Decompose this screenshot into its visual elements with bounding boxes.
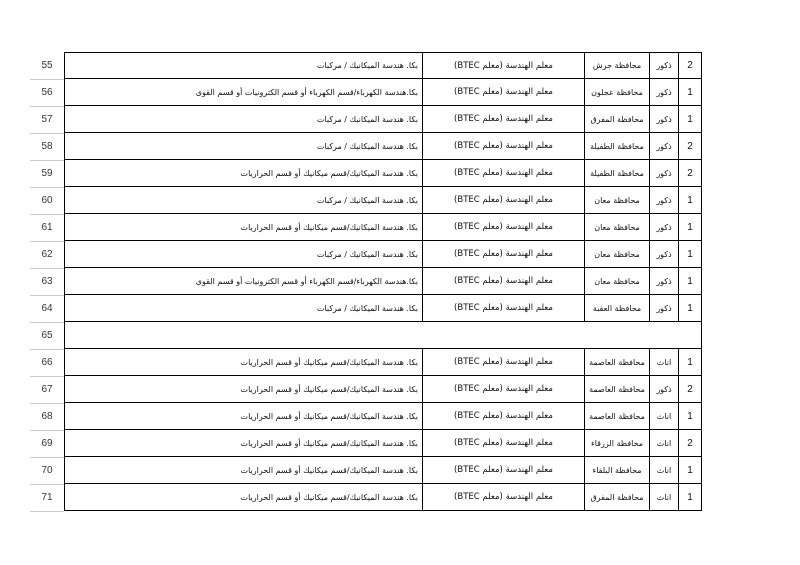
gender-cell[interactable]: ذكور [650, 79, 679, 105]
table-row [0, 403, 800, 430]
specialty-cell[interactable]: معلم الهندسة (معلم BTEC) [423, 187, 585, 213]
major-cell[interactable]: بكا. هندسة الميكانيك / مركبات [65, 53, 423, 78]
row-number[interactable]: 61 [30, 214, 64, 242]
gender-cell[interactable]: ذكور [650, 268, 679, 294]
row-number[interactable]: 67 [30, 376, 64, 404]
table-row [0, 52, 800, 79]
major-cell[interactable]: بكا. هندسة الميكانيك / مركبات [65, 106, 423, 132]
row-cells [64, 133, 702, 160]
specialty-cell[interactable]: معلم الهندسة (معلم BTEC) [423, 268, 585, 294]
governorate-cell[interactable]: محافظة العاصمة [585, 349, 650, 375]
specialty-cell[interactable]: معلم الهندسة (معلم BTEC) [423, 133, 585, 159]
count-cell[interactable]: 1 [687, 410, 693, 422]
row-cells [64, 79, 702, 106]
table-row [0, 484, 800, 511]
specialty-cell[interactable]: معلم الهندسة (معلم BTEC) [423, 53, 585, 78]
row-cells [64, 457, 702, 484]
count-cell[interactable]: 2 [687, 437, 693, 449]
row-number[interactable]: 62 [30, 241, 64, 269]
specialty-cell[interactable]: معلم الهندسة (معلم BTEC) [423, 376, 585, 402]
count-cell[interactable]: 2 [687, 383, 693, 395]
row-number[interactable]: 64 [30, 295, 64, 323]
specialty-cell[interactable]: معلم الهندسة (معلم BTEC) [423, 214, 585, 240]
row-cells [64, 349, 702, 376]
count-cell[interactable]: 1 [687, 86, 693, 98]
gender-cell[interactable]: ذكور [650, 187, 679, 213]
table-row [0, 241, 800, 268]
major-cell[interactable]: بكا. هندسة الميكانيك/قسم ميكانيك أو قسم الحراريات [65, 376, 423, 402]
specialty-cell[interactable]: معلم الهندسة (معلم BTEC) [423, 430, 585, 456]
major-cell[interactable]: بكا.هندسة الكهرباء/قسم الكهرباء أو قسم الكترونيات أو قسم القوى [65, 79, 423, 105]
major-cell[interactable]: بكا. هندسة الميكانيك/قسم ميكانيك أو قسم الحراريات [65, 430, 423, 456]
specialty-cell[interactable]: معلم الهندسة (معلم BTEC) [423, 106, 585, 132]
table-row [0, 79, 800, 106]
count-cell[interactable]: 1 [687, 113, 693, 125]
row-number[interactable]: 56 [30, 79, 64, 107]
count-cell[interactable]: 1 [687, 248, 693, 260]
count-cell[interactable]: 1 [687, 194, 693, 206]
row-number[interactable]: 70 [30, 457, 64, 485]
governorate-cell[interactable]: محافظة الزرقاء [585, 430, 650, 456]
row-cells [64, 295, 702, 322]
major-cell[interactable]: بكا. هندسة الميكانيك/قسم ميكانيك أو قسم الحراريات [65, 484, 423, 510]
empty-merged-cell[interactable] [64, 322, 702, 349]
gender-cell[interactable]: ذكور [650, 160, 679, 186]
row-cells [64, 241, 702, 268]
table-row [0, 295, 800, 322]
specialty-cell[interactable]: معلم الهندسة (معلم BTEC) [423, 160, 585, 186]
gender-cell[interactable]: اناث [650, 484, 679, 510]
gender-cell[interactable]: ذكور [650, 376, 679, 402]
table-row [0, 376, 800, 403]
governorate-cell[interactable]: محافظة جرش [585, 53, 650, 78]
gender-cell[interactable]: ذكور [650, 133, 679, 159]
row-number[interactable]: 55 [30, 52, 64, 80]
row-number[interactable]: 68 [30, 403, 64, 431]
row-cells [64, 484, 702, 511]
gender-cell[interactable]: ذكور [650, 295, 679, 321]
gender-cell[interactable]: اناث [650, 457, 679, 483]
count-cell[interactable]: 1 [687, 221, 693, 233]
governorate-cell[interactable]: محافظة عجلون [585, 79, 650, 105]
row-number[interactable]: 58 [30, 133, 64, 161]
count-cell[interactable]: 2 [687, 140, 693, 152]
row-cells [64, 268, 702, 295]
row-number[interactable]: 69 [30, 430, 64, 458]
count-cell[interactable]: 2 [687, 167, 693, 179]
table-row [0, 160, 800, 187]
table-row [0, 430, 800, 457]
gender-cell[interactable]: اناث [650, 403, 679, 429]
table-row [0, 106, 800, 133]
major-cell[interactable]: بكا. هندسة الميكانيك/قسم ميكانيك أو قسم الحراريات [65, 160, 423, 186]
governorate-cell[interactable]: محافظة الطفيلة [585, 160, 650, 186]
table-row [0, 457, 800, 484]
row-number[interactable]: 59 [30, 160, 64, 188]
gender-cell[interactable]: ذكور [650, 106, 679, 132]
major-cell[interactable]: بكا. هندسة الميكانيك / مركبات [65, 133, 423, 159]
row-number[interactable]: 71 [30, 484, 64, 512]
major-cell[interactable]: بكا. هندسة الميكانيك/قسم ميكانيك أو قسم الحراريات [65, 214, 423, 240]
governorate-cell[interactable]: محافظة الطفيلة [585, 133, 650, 159]
specialty-cell[interactable]: معلم الهندسة (معلم BTEC) [423, 295, 585, 321]
specialty-cell[interactable]: معلم الهندسة (معلم BTEC) [423, 403, 585, 429]
gender-cell[interactable]: ذكور [650, 214, 679, 240]
row-cells [64, 106, 702, 133]
governorate-cell[interactable]: محافظة معان [585, 187, 650, 213]
row-number[interactable]: 65 [30, 322, 64, 350]
row-cells [64, 187, 702, 214]
count-cell[interactable]: 1 [687, 356, 693, 368]
specialty-cell[interactable]: معلم الهندسة (معلم BTEC) [423, 349, 585, 375]
row-cells [64, 214, 702, 241]
governorate-cell[interactable]: محافظة العاصمة [585, 403, 650, 429]
gender-cell[interactable]: اناث [650, 430, 679, 456]
row-number[interactable]: 66 [30, 349, 64, 377]
specialty-cell[interactable]: معلم الهندسة (معلم BTEC) [423, 241, 585, 267]
governorate-cell[interactable]: محافظة العاصمة [585, 376, 650, 402]
row-cells [64, 376, 702, 403]
governorate-cell[interactable]: محافظة معان [585, 241, 650, 267]
gender-cell[interactable]: اناث [650, 349, 679, 375]
specialty-cell[interactable]: معلم الهندسة (معلم BTEC) [423, 484, 585, 510]
table-row [0, 187, 800, 214]
table-row [0, 268, 800, 295]
table-row [0, 214, 800, 241]
row-number[interactable]: 60 [30, 187, 64, 215]
governorate-cell[interactable]: محافظة العقبة [585, 295, 650, 321]
spreadsheet-table [0, 52, 800, 511]
major-cell[interactable]: بكا. هندسة الميكانيك/قسم ميكانيك أو قسم الحراريات [65, 403, 423, 429]
governorate-cell[interactable]: محافظة المفرق [585, 106, 650, 132]
row-cells [64, 430, 702, 457]
major-cell[interactable]: بكا. هندسة الميكانيك / مركبات [65, 187, 423, 213]
count-cell[interactable]: 1 [687, 491, 693, 503]
specialty-cell[interactable]: معلم الهندسة (معلم BTEC) [423, 457, 585, 483]
count-cell[interactable]: 1 [687, 275, 693, 287]
table-row-empty [0, 322, 800, 349]
major-cell[interactable]: بكا. هندسة الميكانيك/قسم ميكانيك أو قسم الحراريات [65, 349, 423, 375]
major-cell[interactable]: بكا.هندسة الكهرباء/قسم الكهرباء أو قسم الكترونيات أو قسم القوى [65, 268, 423, 294]
governorate-cell[interactable]: محافظة معان [585, 214, 650, 240]
row-number[interactable]: 63 [30, 268, 64, 296]
row-cells [64, 160, 702, 187]
governorate-cell[interactable]: محافظة معان [585, 268, 650, 294]
count-cell[interactable]: 2 [687, 60, 693, 71]
gender-cell[interactable]: ذكور [650, 53, 679, 78]
governorate-cell[interactable]: محافظة البلقاء [585, 457, 650, 483]
specialty-cell[interactable]: معلم الهندسة (معلم BTEC) [423, 79, 585, 105]
major-cell[interactable]: بكا. هندسة الميكانيك / مركبات [65, 241, 423, 267]
row-number[interactable]: 57 [30, 106, 64, 134]
gender-cell[interactable]: ذكور [650, 241, 679, 267]
table-row [0, 133, 800, 160]
governorate-cell[interactable]: محافظة المفرق [585, 484, 650, 510]
row-cells [64, 403, 702, 430]
count-cell[interactable]: 1 [687, 464, 693, 476]
major-cell[interactable]: بكا. هندسة الميكانيك / مركبات [65, 295, 423, 321]
table-row [0, 349, 800, 376]
count-cell[interactable]: 1 [687, 302, 693, 314]
major-cell[interactable]: بكا. هندسة الميكانيك/قسم ميكانيك أو قسم الحراريات [65, 457, 423, 483]
row-cells [64, 52, 702, 79]
